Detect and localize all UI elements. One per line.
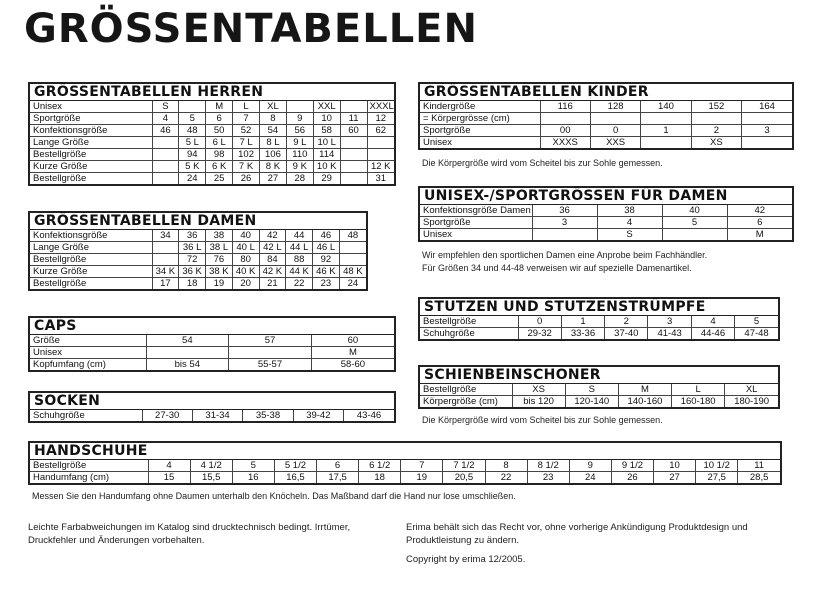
table-cell: 21 [259,278,286,290]
table-cell: 4 [152,113,179,125]
table-cell: 44-46 [691,328,734,340]
table-cell: 12 K [367,161,394,173]
table-cell: 52 [233,125,260,137]
table-cell: 18 [359,472,401,484]
table-cell: 8 [485,460,527,472]
row-label: Kopfumfang (cm) [30,359,146,371]
table-row [420,316,778,328]
table-cell: 6 L [206,137,233,149]
table-cell: 42 [727,205,792,217]
footer-right: Erima behält sich das Recht vor, ohne vorherige Ankündigung Produktdesign und Produktleistung zu ändern. [406,522,748,546]
table-row [30,472,780,484]
row-label: Bestellgröße [30,254,152,266]
kinder-note: Die Körpergröße wird vom Scheitel bis zur Sohle gemessen. [422,158,663,168]
table-cell: 36 [532,205,597,217]
table-cell: 4 [148,460,190,472]
stutzen-title: STUTZEN UND STUTZENSTRÜMPFE [420,299,778,316]
table-cell: 10 1/2 [696,460,738,472]
table-cell: 9 [569,460,611,472]
table-cell: 140-160 [618,396,671,408]
table-cell [152,254,179,266]
table-cell: XL [260,101,287,113]
table-cell: 44 L [286,242,313,254]
table-cell: 116 [540,101,590,113]
table-cell: bis 120 [512,396,565,408]
damen-title: GRÖSSENTABELLEN DAMEN [30,213,366,230]
table-cell [367,149,394,161]
table-cell: 1 [641,125,691,137]
table-cell: 44 K [286,266,313,278]
table-cell: 6 [317,460,359,472]
table-cell: 9 K [286,161,313,173]
footer-left: Leichte Farbabweichungen im Katalog sind drucktechnisch bedingt. Irrtümer, Druckfehler und Änderungen vorbehalten. [28,522,351,546]
table-cell: 20 [232,278,259,290]
row-label: Unisex [30,347,146,359]
row-label: Schuhgröße [30,410,142,421]
table-cell: 88 [286,254,313,266]
table-row [30,335,394,347]
table-cell: 19 [401,472,443,484]
row-label: Körpergröße (cm) [420,396,512,408]
table-cell: 0 [518,316,561,328]
table-cell: 5 [232,460,274,472]
row-label: Sportgröße [420,125,540,137]
handschuhe-title: HANDSCHUHE [30,443,780,460]
table-cell: 46 [313,230,340,242]
table-cell: 31 [375,173,387,184]
table-cell [152,149,179,161]
table-cell: 16 [232,472,274,484]
table-cell: 3 [742,125,792,137]
table-cell: 180-190 [734,396,770,407]
row-label: Handumfang (cm) [30,472,148,484]
table-cell: 152 [691,101,741,113]
table-cell [590,113,640,125]
table-cell [641,137,691,149]
table-cell [339,242,366,254]
table-row [30,254,366,266]
table-cell: 56 [286,125,313,137]
table-cell: 29-32 [518,328,561,340]
table-row [30,149,394,161]
table-cell: XXS [590,137,640,149]
table-cell: 42 [259,230,286,242]
table-cell [340,161,367,173]
table-cell: 39-42 [293,410,343,421]
table-cell: 16,5 [274,472,316,484]
table-cell: 34 K [152,266,179,278]
table-cell: 128 [590,101,640,113]
table-cell: 20,5 [443,472,485,484]
table-row [420,328,778,340]
table-cell [532,229,597,241]
table-cell: 140 [641,101,691,113]
table-cell: 27 [260,173,287,185]
table-cell [152,173,179,185]
table-row [30,101,394,113]
table-cell: 98 [206,149,233,161]
table-cell: 5 1/2 [274,460,316,472]
stutzen-table [418,297,780,341]
table-cell: 18 [179,278,206,290]
table-cell [179,101,206,113]
table-cell: 4 1/2 [190,460,232,472]
table-cell: 7 K [233,161,260,173]
table-cell: 6 1/2 [359,460,401,472]
table-cell: 28,5 [749,472,769,483]
table-cell [229,347,312,359]
table-cell [742,113,792,125]
table-cell: 0 [590,125,640,137]
table-row [30,113,394,125]
table-row [30,278,366,290]
socken-grid [30,410,394,421]
table-row [30,137,394,149]
table-row [420,205,792,217]
table-cell: S [597,229,662,241]
table-row [420,101,792,113]
caps-grid [30,335,394,370]
table-cell: 94 [179,149,206,161]
table-cell: 1 [561,316,604,328]
table-cell: 55-57 [229,359,312,371]
table-cell: 23 [527,472,569,484]
kinder-title: GRÖSSENTABELLEN KINDER [420,84,792,101]
table-cell: 38 [597,205,662,217]
table-cell: 7 [401,460,443,472]
table-cell [340,149,367,161]
table-cell: 2 [691,125,741,137]
table-cell: 10 L [313,137,340,149]
table-cell: 8 L [260,137,287,149]
table-cell [286,101,313,113]
unisex-note-1: Wir empfehlen den sportlichen Damen eine Anprobe beim Fachhändler. [422,250,708,260]
table-cell: 11 [340,113,367,125]
table-row [30,161,394,173]
table-cell: 8 K [260,161,287,173]
table-cell: 36 [179,230,206,242]
table-cell: 7 [233,113,260,125]
table-cell: 19 [206,278,233,290]
table-cell: XL [725,384,778,396]
table-cell: 40 [232,230,259,242]
table-cell: 12 [367,113,394,125]
table-cell: 92 [313,254,340,266]
table-cell: 4 [691,316,734,328]
table-cell: 31-34 [192,410,242,421]
table-cell [146,347,229,359]
row-label: Bestellgröße [30,460,148,472]
schienbein-note: Die Körpergröße wird vom Scheitel bis zur Sohle gemessen. [422,415,663,425]
table-cell: 23 [313,278,340,290]
row-label: Unisex [420,137,540,149]
table-cell: 102 [233,149,260,161]
row-label: Sportgröße [30,113,152,125]
table-cell: 54 [260,125,287,137]
table-cell: 46 K [313,266,340,278]
table-cell: 17,5 [317,472,359,484]
table-cell: 4 [597,217,662,229]
table-cell: 50 [206,125,233,137]
row-label: Kurze Größe [30,161,152,173]
table-cell: M [618,384,671,396]
table-cell: 47-48 [744,328,769,339]
table-cell: 6 K [206,161,233,173]
table-cell: XS [691,137,741,149]
table-cell: 7 L [233,137,260,149]
table-cell: 10 K [313,161,340,173]
table-cell: 9 L [286,137,313,149]
schienbein-grid [420,384,778,407]
table-cell: 15 [148,472,190,484]
table-cell: 42 L [259,242,286,254]
table-cell: 33-36 [561,328,604,340]
table-cell: 46 [152,125,179,137]
table-cell: 58 [313,125,340,137]
table-cell: 38 L [206,242,233,254]
table-cell: 5 K [179,161,206,173]
table-cell: 22 [286,278,313,290]
table-row [30,173,394,185]
table-cell: S [152,101,179,113]
table-row [30,266,366,278]
table-cell: 7 1/2 [443,460,485,472]
stutzen-grid [420,316,778,339]
table-cell: 2 [605,316,648,328]
table-cell: 38 [206,230,233,242]
table-cell: S [565,384,618,396]
table-cell: 10 [313,113,340,125]
table-row [30,230,366,242]
table-cell: 41-43 [648,328,691,340]
row-label: Größe [30,335,146,347]
row-label: Bestellgröße [30,278,152,290]
table-cell: 36 L [179,242,206,254]
row-label: Unisex [420,229,532,241]
table-cell: 24 [347,278,359,289]
table-cell [662,229,727,241]
table-cell: 10 [654,460,696,472]
table-cell: 48 K [339,266,366,278]
table-cell: 11 [738,460,780,472]
table-cell: 160-180 [672,396,725,408]
table-cell: 62 [367,125,394,137]
table-cell [367,137,394,149]
unisex-grid [420,205,792,240]
footer-copyright: Copyright by erima 12/2005. [406,554,526,565]
table-cell: 6 [727,217,792,229]
kinder-grid [420,101,792,148]
handschuhe-note: Messen Sie den Handumfang ohne Daumen unterhalb den Knöcheln. Das Maßband darf die Hand nur lose umschließen. [32,491,516,501]
table-cell: 29 [313,173,340,185]
table-cell [152,242,179,254]
schienbein-title: SCHIENBEINSCHONER [420,367,778,384]
table-cell [691,113,741,125]
table-cell: XS [512,384,565,396]
table-cell: 37-40 [605,328,648,340]
schienbein-table [418,365,780,409]
table-cell: 9 1/2 [611,460,653,472]
table-cell: 164 [742,101,792,113]
table-row [420,229,792,241]
table-cell: 5 L [179,137,206,149]
table-cell: 120-140 [565,396,618,408]
table-cell: 46 L [313,242,340,254]
table-cell: 9 [286,113,313,125]
table-cell [340,101,367,113]
table-cell: M [755,229,764,240]
table-cell: 110 [286,149,313,161]
table-row [30,242,366,254]
table-cell: 40 L [232,242,259,254]
table-row [30,460,780,472]
table-cell: 48 [339,230,366,242]
table-cell: 6 [206,113,233,125]
handschuhe-grid [30,460,780,483]
table-cell: L [233,101,260,113]
table-row [30,410,394,421]
table-cell: M [311,347,394,359]
row-label: = Körpergrösse (cm) [420,113,540,125]
table-cell: 17 [152,278,179,290]
table-cell: 34 [152,230,179,242]
row-label: Kurze Größe [30,266,152,278]
row-label: Bestellgröße [420,316,518,328]
socken-table [28,391,396,423]
table-cell: 28 [286,173,313,185]
table-cell: 72 [179,254,206,266]
row-label: Konfektionsgröße [30,230,152,242]
table-cell: 25 [206,173,233,185]
herren-title: GRÖSSENTABELLEN HERREN [30,84,394,101]
table-cell: 80 [232,254,259,266]
table-cell [152,161,179,173]
table-cell: 35-38 [243,410,293,421]
table-cell: 15,5 [190,472,232,484]
table-cell: 24 [569,472,611,484]
table-cell: XXL [313,101,340,113]
table-cell: 40 [662,205,727,217]
table-cell: 76 [206,254,233,266]
table-cell: 26 [611,472,653,484]
damen-table [28,211,368,291]
herren-grid [30,101,394,184]
table-cell: L [672,384,725,396]
table-cell: 58-60 [340,359,366,370]
page-title: GRÖSSENTABELLEN [24,6,478,52]
table-row [420,113,792,125]
herren-table [28,82,396,186]
socken-title: SOCKEN [30,393,394,410]
table-cell: 22 [485,472,527,484]
table-cell: 00 [540,125,590,137]
table-cell: 43-46 [356,410,382,421]
unisex-title: UNISEX-/SPORTGRÖSSEN FÜR DAMEN [420,188,792,205]
table-row [420,384,778,396]
table-row [420,125,792,137]
table-cell: 5 [179,113,206,125]
table-cell: 114 [313,149,340,161]
row-label: Unisex [30,101,152,113]
table-cell: 24 [179,173,206,185]
row-label: Bestellgröße [30,173,152,185]
table-cell: 5 [662,217,727,229]
handschuhe-table [28,441,782,485]
table-cell [340,137,367,149]
table-cell: XXXS [540,137,590,149]
kinder-table [418,82,794,150]
table-row [420,396,778,408]
table-cell [641,113,691,125]
table-cell [742,137,792,149]
table-cell: 27 [654,472,696,484]
row-label: Lange Größe [30,137,152,149]
table-cell [540,113,590,125]
table-cell: 60 [340,125,367,137]
row-label: Kindergröße [420,101,540,113]
table-cell: 5 [735,316,778,328]
table-cell: 44 [286,230,313,242]
unisex-table [418,186,794,242]
table-row [30,125,394,137]
table-cell: 60 [311,335,394,347]
table-cell [152,137,179,149]
table-row [420,137,792,149]
row-label: Konfektionsgröße Damen [420,205,532,217]
table-cell: 27-30 [142,410,192,421]
caps-table [28,316,396,372]
damen-grid [30,230,366,289]
table-cell [339,254,366,266]
row-label: Sportgröße [420,217,532,229]
table-cell: M [206,101,233,113]
table-cell: XXXL [367,101,394,113]
table-cell: 57 [229,335,312,347]
table-cell: 106 [260,149,287,161]
caps-title: CAPS [30,318,394,335]
table-cell: 27,5 [696,472,738,484]
row-label: Bestellgröße [30,149,152,161]
table-row [30,359,394,371]
table-cell: 40 K [232,266,259,278]
table-cell: 3 [648,316,691,328]
table-cell [340,173,367,185]
table-cell: 38 K [206,266,233,278]
unisex-note-2: Für Größen 34 und 44-48 verweisen wir auf spezielle Damenartikel. [422,263,692,273]
table-cell: 26 [233,173,260,185]
table-cell: 3 [532,217,597,229]
table-cell: bis 54 [146,359,229,371]
row-label: Schuhgröße [420,328,518,340]
table-cell: 36 K [179,266,206,278]
row-label: Lange Größe [30,242,152,254]
table-cell: 54 [146,335,229,347]
table-cell: 8 [260,113,287,125]
row-label: Bestellgröße [420,384,512,396]
table-cell: 84 [259,254,286,266]
table-cell: 8 1/2 [527,460,569,472]
table-cell: 48 [179,125,206,137]
row-label: Konfektionsgröße [30,125,152,137]
table-row [30,347,394,359]
table-cell: 42 K [259,266,286,278]
table-row [420,217,792,229]
